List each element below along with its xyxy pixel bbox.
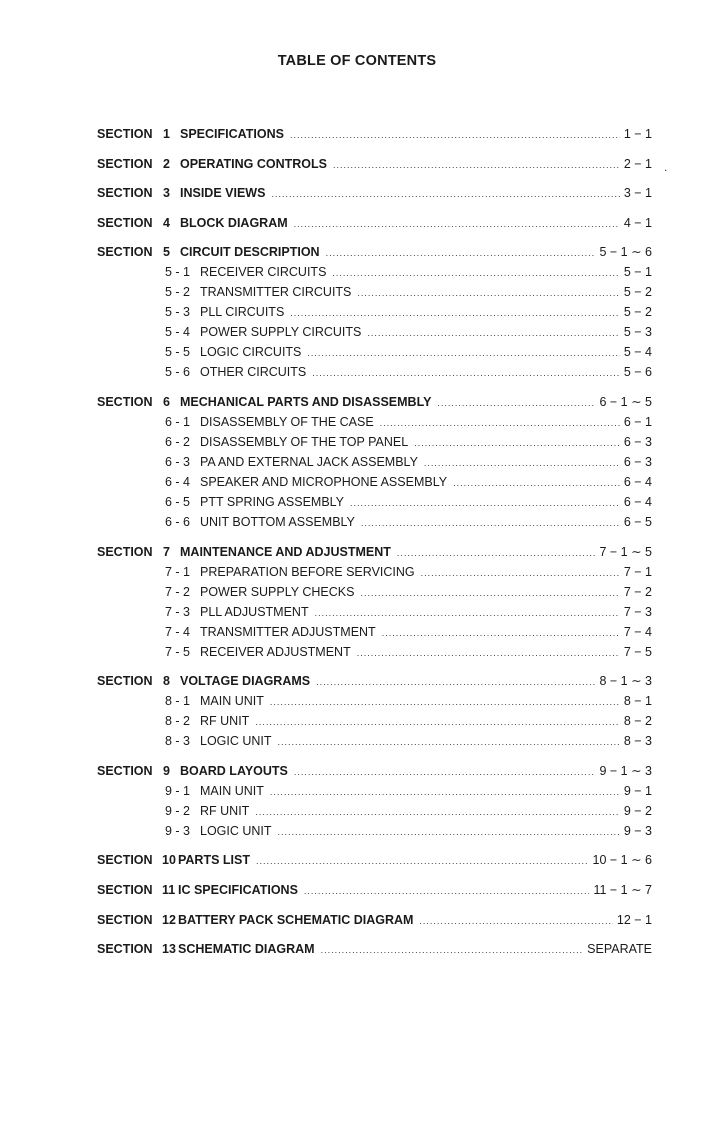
section-title: INSIDE VIEWS: [180, 186, 266, 201]
subsection-page: 9 − 1: [623, 783, 652, 798]
section-page: 3 − 1: [623, 186, 652, 201]
subsection-number: 5 - 6: [165, 365, 191, 380]
dot-leader: [397, 543, 596, 563]
dot-leader: [304, 881, 590, 901]
section-number: 11: [162, 882, 176, 897]
dot-leader: [321, 940, 584, 960]
dot-leader: [278, 822, 620, 842]
subsection-number: 7 - 5: [165, 644, 191, 659]
section-page: 12 − 1: [616, 912, 652, 927]
subsection-number: 9 - 1: [165, 783, 191, 798]
dot-leader: [360, 583, 619, 603]
section-number: 4: [163, 215, 170, 230]
section-label: SECTION: [97, 394, 153, 409]
section-title: OPERATING CONTROLS: [180, 156, 327, 171]
section-label: SECTION: [97, 245, 153, 260]
toc-subsection-row[interactable]: [97, 282, 652, 302]
section-label: SECTION: [97, 544, 153, 559]
subsection-title: RECEIVER CIRCUITS: [200, 265, 327, 280]
subsection-page: 6 − 4: [623, 494, 652, 509]
section-label: SECTION: [97, 215, 153, 230]
subsection-page: 6 − 3: [623, 454, 652, 469]
toc-subsection-row[interactable]: [97, 602, 652, 622]
dot-leader: [419, 911, 612, 931]
toc-subsection-row[interactable]: [97, 582, 652, 602]
dot-leader: [453, 473, 620, 493]
section-number: 9: [163, 763, 170, 778]
section-title: MAINTENANCE AND ADJUSTMENT: [180, 544, 391, 559]
subsection-title: RF UNIT: [200, 714, 250, 729]
section-title: VOLTAGE DIAGRAMS: [180, 674, 311, 689]
subsection-page: 9 − 3: [623, 823, 652, 838]
subsection-number: 6 - 3: [165, 454, 191, 469]
subsection-page: 6 − 1: [623, 414, 652, 429]
section-number: 8: [163, 674, 170, 689]
subsection-title: POWER SUPPLY CHECKS: [200, 584, 355, 599]
subsection-page: 7 − 5: [623, 644, 652, 659]
subsection-title: PLL ADJUSTMENT: [200, 604, 309, 619]
toc-subsection-row[interactable]: [97, 362, 652, 382]
dot-leader: [294, 214, 620, 234]
dot-leader: [312, 363, 620, 383]
toc-section-row[interactable]: [97, 671, 652, 691]
subsection-page: 5 − 4: [623, 345, 652, 360]
subsection-title: RECEIVER ADJUSTMENT: [200, 644, 351, 659]
subsection-title: LOGIC UNIT: [200, 734, 272, 749]
subsection-page: 6 − 5: [623, 514, 652, 529]
toc-subsection-row[interactable]: [97, 472, 652, 492]
subsection-title: PA AND EXTERNAL JACK ASSEMBLY: [200, 454, 418, 469]
dot-leader: [361, 513, 620, 533]
section-label: SECTION: [97, 853, 153, 868]
section-number: 13: [162, 942, 176, 957]
subsection-page: 8 − 1: [623, 694, 652, 709]
toc-section-row[interactable]: [97, 213, 652, 233]
section-number: 10: [162, 853, 176, 868]
subsection-page: 5 − 6: [623, 365, 652, 380]
section-page: 9 − 1 ∼ 3: [599, 763, 652, 778]
subsection-title: DISASSEMBLY OF THE CASE: [200, 414, 374, 429]
subsection-page: 5 − 2: [623, 285, 652, 300]
dot-leader: [332, 263, 619, 283]
toc-subsection-row[interactable]: [97, 801, 652, 821]
subsection-number: 7 - 4: [165, 624, 191, 639]
dot-leader: [316, 672, 595, 692]
subsection-page: 8 − 3: [623, 734, 652, 749]
toc-section-row[interactable]: [97, 910, 652, 930]
subsection-title: TRANSMITTER ADJUSTMENT: [200, 624, 376, 639]
section-page: SEPARATE: [587, 942, 652, 957]
subsection-title: RF UNIT: [200, 803, 250, 818]
subsection-page: 7 − 2: [623, 584, 652, 599]
toc-subsection-row[interactable]: [97, 781, 652, 801]
toc-section-row[interactable]: [97, 880, 652, 900]
dot-leader: [421, 563, 620, 583]
subsection-title: UNIT BOTTOM ASSEMBLY: [200, 514, 355, 529]
subsection-page: 5 − 1: [623, 265, 652, 280]
subsection-title: LOGIC CIRCUITS: [200, 345, 302, 360]
dot-leader: [424, 453, 620, 473]
toc-section-row[interactable]: [97, 761, 652, 781]
subsection-number: 5 - 3: [165, 305, 191, 320]
dot-leader: [333, 155, 620, 175]
toc-subsection-row[interactable]: [97, 821, 652, 841]
dot-leader: [294, 762, 596, 782]
toc-subsection-row[interactable]: [97, 302, 652, 322]
section-number: 7: [163, 544, 170, 559]
toc-subsection-row[interactable]: [97, 731, 652, 751]
toc-section-row[interactable]: [97, 124, 652, 144]
subsection-title: PTT SPRING ASSEMBLY: [200, 494, 345, 509]
dot-leader: [255, 802, 620, 822]
dot-leader: [382, 623, 620, 643]
toc-subsection-row[interactable]: [97, 342, 652, 362]
subsection-title: MAIN UNIT: [200, 694, 264, 709]
subsection-title: POWER SUPPLY CIRCUITS: [200, 325, 362, 340]
subsection-number: 5 - 4: [165, 325, 191, 340]
section-title: CIRCUIT DESCRIPTION: [180, 245, 320, 260]
dot-leader: [270, 782, 620, 802]
toc-subsection-row[interactable]: [97, 512, 652, 532]
dot-leader: [350, 493, 620, 513]
section-number: 1: [163, 127, 170, 141]
dot-leader: [255, 712, 620, 732]
section-page: 6 − 1 ∼ 5: [599, 394, 652, 409]
subsection-page: 6 − 3: [623, 434, 652, 449]
subsection-number: 6 - 1: [165, 414, 191, 429]
section-title: BLOCK DIAGRAM: [180, 215, 288, 230]
dot-leader: [278, 732, 620, 752]
section-title: SCHEMATIC DIAGRAM: [178, 942, 315, 957]
dot-leader: [307, 343, 619, 363]
subsection-number: 5 - 2: [165, 285, 191, 300]
subsection-page: 7 − 1: [623, 564, 652, 579]
subsection-page: 7 − 4: [623, 624, 652, 639]
subsection-title: TRANSMITTER CIRCUITS: [200, 285, 352, 300]
toc-section-row[interactable]: [97, 392, 652, 412]
subsection-number: 6 - 5: [165, 494, 191, 509]
section-number: 2: [163, 156, 170, 171]
section-label: SECTION: [97, 882, 153, 897]
toc-subsection-row[interactable]: [97, 412, 652, 432]
dot-leader: [357, 283, 619, 303]
subsection-number: 6 - 2: [165, 434, 191, 449]
toc-section-row[interactable]: [97, 183, 652, 203]
section-label: SECTION: [97, 186, 153, 201]
toc-subsection-row[interactable]: [97, 322, 652, 342]
subsection-page: 8 − 2: [623, 714, 652, 729]
section-page: 5 − 1 ∼ 6: [599, 245, 652, 260]
section-label: SECTION: [97, 156, 153, 171]
subsection-number: 9 - 3: [165, 823, 191, 838]
section-title: MECHANICAL PARTS AND DISASSEMBLY: [180, 394, 432, 409]
toc-subsection-row[interactable]: [97, 432, 652, 452]
dot-leader: [315, 603, 620, 623]
section-page: 11 − 1 ∼ 7: [593, 882, 652, 897]
subsection-title: MAIN UNIT: [200, 783, 264, 798]
subsection-page: 5 − 3: [623, 325, 652, 340]
dot-leader: [256, 851, 589, 871]
toc-section-row[interactable]: [97, 542, 652, 562]
section-number: 6: [163, 394, 170, 409]
section-title: BOARD LAYOUTS: [180, 763, 288, 778]
dot-leader: [326, 243, 596, 263]
dot-leader: [380, 413, 620, 433]
subsection-number: 5 - 1: [165, 265, 191, 280]
toc-section-row[interactable]: [97, 154, 652, 174]
subsection-number: 6 - 4: [165, 474, 191, 489]
subsection-number: 8 - 2: [165, 714, 191, 729]
section-page: 8 − 1 ∼ 3: [599, 674, 652, 689]
section-number: 12: [162, 912, 176, 927]
toc-subsection-row[interactable]: [97, 642, 652, 662]
dot-leader: [270, 692, 620, 712]
dot-leader: [357, 643, 620, 663]
subsection-title: PREPARATION BEFORE SERVICING: [200, 564, 415, 579]
section-page: 10 − 1 ∼ 6: [592, 853, 652, 868]
subsection-number: 9 - 2: [165, 803, 191, 818]
dot-leader: [271, 184, 619, 204]
dot-leader: [437, 393, 595, 413]
section-label: SECTION: [97, 674, 153, 689]
subsection-number: 7 - 1: [165, 564, 191, 579]
toc-subsection-row[interactable]: [97, 622, 652, 642]
stray-mark: .: [664, 160, 668, 174]
subsection-title: LOGIC UNIT: [200, 823, 272, 838]
section-label: SECTION: [97, 942, 153, 957]
toc-subsection-row[interactable]: [97, 711, 652, 731]
section-page: 4 − 1: [623, 215, 652, 230]
subsection-number: 7 - 2: [165, 584, 191, 599]
toc-section-row[interactable]: [97, 242, 652, 262]
section-label: SECTION: [97, 912, 153, 927]
subsection-page: 6 − 4: [623, 474, 652, 489]
subsection-page: 7 − 3: [623, 604, 652, 619]
subsection-number: 5 - 5: [165, 345, 191, 360]
dot-leader: [414, 433, 620, 453]
subsection-number: 6 - 6: [165, 514, 191, 529]
section-label: SECTION: [97, 763, 153, 778]
section-title: PARTS LIST: [178, 853, 250, 868]
toc-section-row[interactable]: [97, 939, 652, 959]
table-of-contents: [97, 124, 652, 959]
subsection-number: 8 - 3: [165, 734, 191, 749]
section-label: SECTION: [97, 127, 153, 141]
subsection-page: 9 − 2: [623, 803, 652, 818]
toc-subsection-row[interactable]: [97, 691, 652, 711]
subsection-number: 7 - 3: [165, 604, 191, 619]
section-title: SPECIFICATIONS: [180, 127, 284, 141]
subsection-page: 5 − 2: [623, 305, 652, 320]
subsection-title: DISASSEMBLY OF THE TOP PANEL: [200, 434, 409, 449]
page-title: TABLE OF CONTENTS: [277, 53, 437, 69]
subsection-number: 8 - 1: [165, 694, 191, 709]
section-page: 1 − 1: [623, 127, 652, 141]
section-title: IC SPECIFICATIONS: [178, 882, 298, 897]
section-title: BATTERY PACK SCHEMATIC DIAGRAM: [178, 912, 414, 927]
toc-subsection-row[interactable]: [97, 262, 652, 282]
subsection-title: SPEAKER AND MICROPHONE ASSEMBLY: [200, 474, 448, 489]
toc-subsection-row[interactable]: [97, 562, 652, 582]
toc-section-row[interactable]: [97, 850, 652, 870]
toc-subsection-row[interactable]: [97, 452, 652, 472]
dot-leader: [290, 125, 620, 145]
dot-leader: [290, 303, 620, 323]
section-number: 3: [163, 186, 170, 201]
section-page: 2 − 1: [623, 156, 652, 171]
dot-leader: [367, 323, 619, 343]
subsection-title: PLL CIRCUITS: [200, 305, 285, 320]
section-page: 7 − 1 ∼ 5: [599, 544, 652, 559]
section-number: 5: [163, 245, 170, 260]
subsection-title: OTHER CIRCUITS: [200, 365, 307, 380]
toc-subsection-row[interactable]: [97, 492, 652, 512]
